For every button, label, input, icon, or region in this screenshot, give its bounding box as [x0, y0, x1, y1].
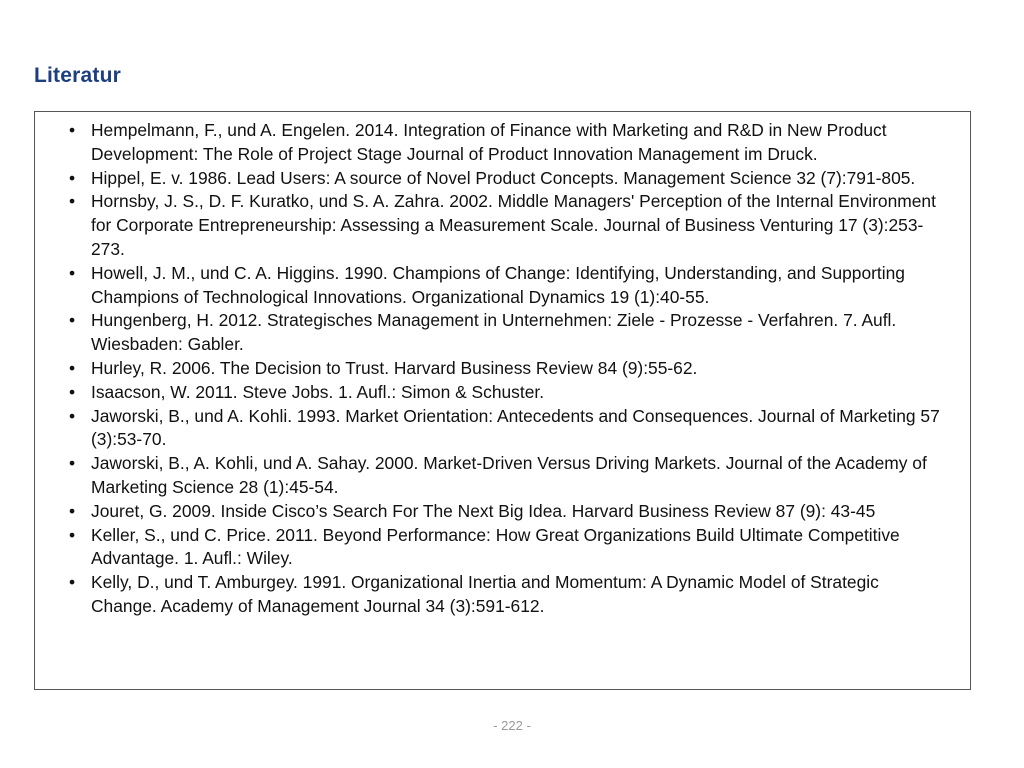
reference-item-isaacson: [69, 381, 940, 405]
reference-text: Hempelmann, F., und A. Engelen. 2014. Integration of Finance with Marketing and R&D in New Product Development: The Role of Project Stage Journal of Product Innovation Management im Druck.: [91, 120, 887, 164]
reference-item-jouret: [69, 500, 940, 524]
reference-item-jaworski-1993: [69, 405, 940, 453]
reference-item-kelly: [69, 571, 940, 619]
bullet-icon: •: [69, 500, 76, 521]
reference-text: Hornsby, J. S., D. F. Kuratko, und S. A. Zahra. 2002. Middle Managers' Perception of the Internal Environment for Corporate Entrepreneurship: Assessing a Measurement Scale. Journal of Business Venturing 17 (3):253-273.: [91, 191, 936, 259]
reference-text: Hungenberg, H. 2012. Strategisches Management in Unternehmen: Ziele - Prozesse - Verfahren. 7. Aufl. Wiesbaden: Gabler.: [91, 310, 897, 355]
slide-title: Literatur: [34, 64, 121, 88]
bullet-icon: •: [69, 310, 76, 331]
reference-item-jaworski-2000: [69, 452, 940, 500]
bullet-icon: •: [69, 405, 76, 426]
reference-item-keller: [69, 524, 940, 572]
bullet-icon: •: [69, 262, 76, 283]
bullet-icon: •: [69, 357, 76, 378]
page-number: - 222 -: [493, 718, 531, 733]
reference-item-hurley: [69, 357, 940, 381]
reference-box: [34, 111, 971, 690]
reference-text: Kelly, D., und T. Amburgey. 1991. Organizational Inertia and Momentum: A Dynamic Model of Strategic Change. Academy of Management Journal 34 (3):591-612.: [91, 572, 879, 616]
reference-text: Hurley, R. 2006. The Decision to Trust. Harvard Business Review 84 (9):55-62.: [91, 357, 698, 378]
bullet-icon: •: [69, 120, 76, 140]
bullet-icon: •: [69, 453, 76, 474]
reference-text: Hippel, E. v. 1986. Lead Users: A source of Novel Product Concepts. Management Science 32 (7):791-805.: [91, 167, 916, 188]
bullet-icon: •: [69, 191, 76, 212]
bullet-icon: •: [69, 524, 76, 545]
reference-item-howell: [69, 262, 940, 310]
reference-item-hornsby: [69, 190, 940, 261]
bullet-icon: •: [69, 167, 76, 188]
reference-text: Jaworski, B., A. Kohli, und A. Sahay. 2000. Market-Driven Versus Driving Markets. Journal of the Academy of Marketing Science 28 (1):45-54.: [91, 453, 927, 497]
reference-text: Isaacson, W. 2011. Steve Jobs. 1. Aufl.: Simon & Schuster.: [91, 381, 545, 402]
reference-item-hungenberg: [69, 309, 940, 357]
reference-item-hippel: [69, 167, 940, 191]
reference-text: Jaworski, B., und A. Kohli. 1993. Market Orientation: Antecedents and Consequences. Journal of Marketing 57 (3):53-70.: [91, 405, 940, 450]
reference-list: [35, 112, 970, 619]
reference-text: Jouret, G. 2009. Inside Cisco’s Search For The Next Big Idea. Harvard Business Review 87 (9): 43-45: [91, 500, 876, 521]
bullet-icon: •: [69, 381, 76, 402]
reference-text: Keller, S., und C. Price. 2011. Beyond Performance: How Great Organizations Build Ultimate Competitive Advantage. 1. Aufl.: Wiley.: [91, 524, 900, 569]
reference-item-hempelmann: [69, 119, 940, 167]
reference-text: Howell, J. M., und C. A. Higgins. 1990. Champions of Change: Identifying, Understanding, and Supporting Champions of Technological Innovations. Organizational Dynamics 19 (1):40-55.: [91, 262, 905, 307]
bullet-icon: •: [69, 572, 76, 593]
